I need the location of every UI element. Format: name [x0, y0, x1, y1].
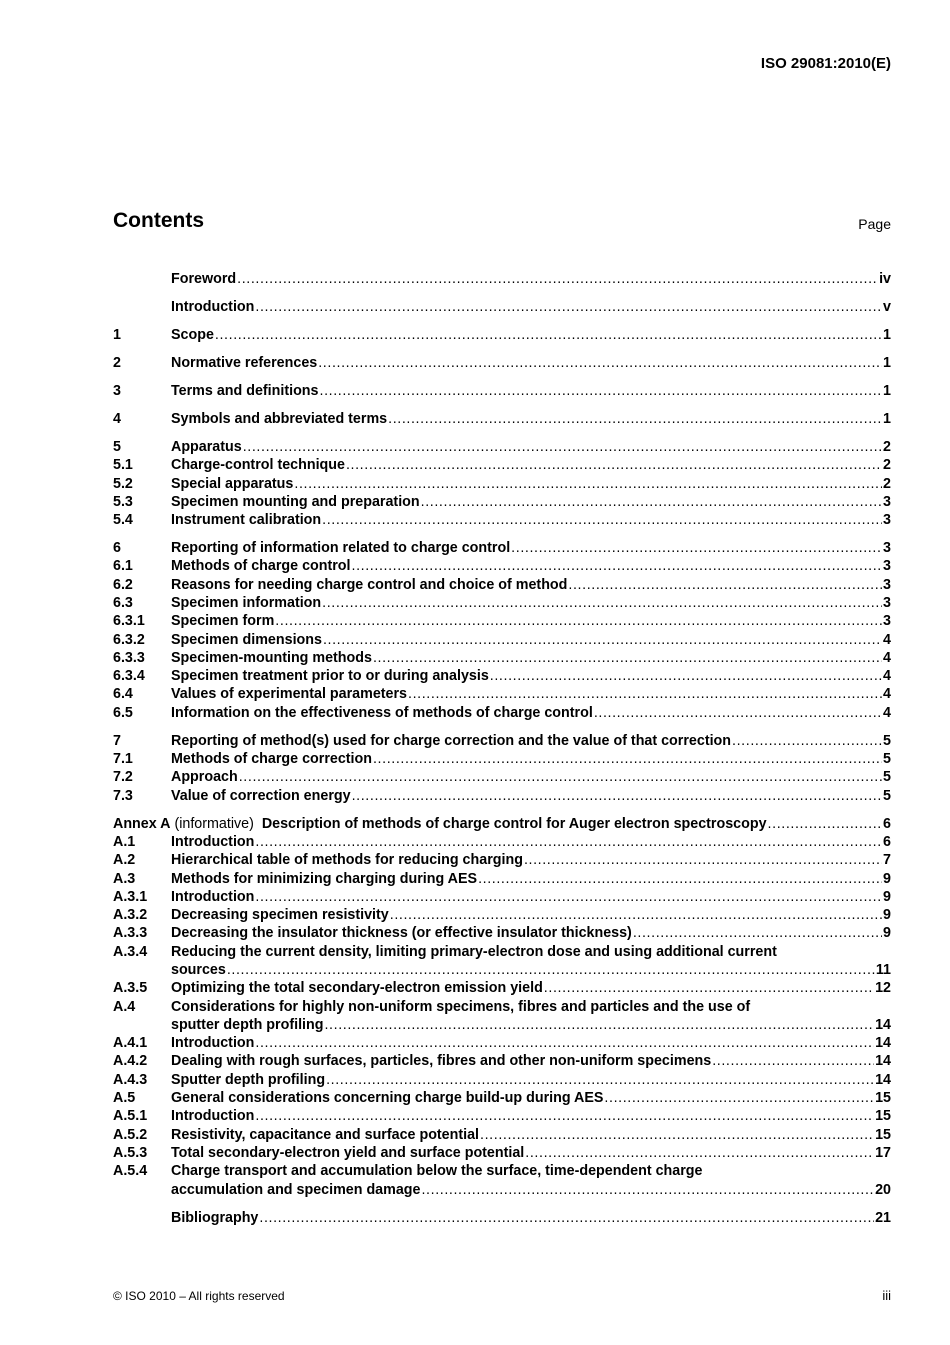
dot-leader	[568, 576, 882, 594]
toc-entry-page: 3	[883, 558, 891, 575]
toc-entry-page: v	[883, 298, 891, 315]
toc-entry[interactable]	[113, 1181, 891, 1199]
toc-entry-number: A.3	[113, 870, 136, 887]
dot-leader	[594, 704, 882, 722]
toc-entry-page: 15	[875, 1108, 891, 1125]
toc-entry[interactable]	[113, 924, 891, 942]
dot-leader	[255, 833, 882, 851]
dot-leader	[239, 768, 882, 786]
toc-entry-page: 4	[883, 704, 891, 721]
dot-leader	[352, 557, 883, 575]
dot-leader	[294, 475, 882, 493]
toc-entry-page: 3	[883, 613, 891, 630]
toc-entry-number: 6.3.3	[113, 649, 145, 666]
toc-entry-page: 14	[875, 1071, 891, 1088]
toc-entry-title: Hierarchical table of methods for reducing charging	[171, 852, 523, 869]
dot-leader	[604, 1089, 874, 1107]
toc-entry-number: 7.3	[113, 787, 133, 804]
toc-entry[interactable]	[113, 438, 891, 456]
toc-entry-page: 15	[875, 1090, 891, 1107]
toc-entry-number: A.3.3	[113, 925, 148, 942]
dot-leader	[390, 906, 882, 924]
toc-entry-number: 6	[113, 540, 121, 557]
toc-entry-page: 5	[883, 751, 891, 768]
toc-entry[interactable]	[113, 539, 891, 557]
dot-leader	[633, 924, 882, 942]
toc-entry-title: Methods of charge correction	[171, 751, 372, 768]
toc-entry-page: 1	[883, 382, 891, 399]
toc-entry-number: 7.1	[113, 751, 133, 768]
toc-entry-number: 6.4	[113, 686, 133, 703]
toc-entry[interactable]	[113, 943, 891, 961]
annex-status: (informative)	[170, 815, 258, 832]
toc-entry-title: Symbols and abbreviated terms	[171, 410, 388, 427]
toc-entry-title: accumulation and specimen damage	[171, 1181, 421, 1198]
toc-entry-page: 1	[883, 410, 891, 427]
toc-entry-page: 14	[875, 1035, 891, 1052]
toc-entry-title: Introduction	[171, 1108, 255, 1125]
toc-entry[interactable]	[113, 1162, 891, 1180]
toc-entry-page: 2	[883, 438, 891, 455]
toc-entry[interactable]	[113, 326, 891, 344]
toc-entry-page: 3	[883, 540, 891, 557]
toc-entry-title: Specimen information	[171, 594, 322, 611]
toc-entry-page: 14	[875, 1053, 891, 1070]
page-column-label: Page	[858, 216, 891, 232]
toc-entry-number: 5.2	[113, 475, 133, 492]
toc-entry-number: 6.3	[113, 594, 133, 611]
toc-entry-number: A.4.1	[113, 1035, 148, 1052]
dot-leader	[421, 493, 882, 511]
dot-leader	[320, 382, 883, 400]
toc-entry[interactable]	[113, 1089, 891, 1107]
toc-entry[interactable]	[113, 768, 891, 786]
toc-entry[interactable]	[113, 787, 891, 805]
toc-entry[interactable]	[113, 704, 891, 722]
toc-entry-title: Total secondary-electron yield and surface potential	[171, 1144, 525, 1161]
toc-entry-title: Methods of charge control	[171, 558, 351, 575]
toc-entry-number: A.5	[113, 1090, 136, 1107]
annex-label: Annex A	[113, 815, 171, 832]
toc-entry-title: Approach	[171, 769, 238, 786]
dot-leader	[255, 298, 882, 316]
toc-entry-page: 7	[883, 852, 891, 869]
toc-entry-title	[113, 815, 767, 833]
toc-entry-number: A.3.5	[113, 980, 148, 997]
toc-entry-number: A.1	[113, 833, 136, 850]
toc-entry[interactable]	[113, 475, 891, 493]
toc-entry-number: 3	[113, 382, 121, 399]
toc-entry-title: sources	[171, 961, 226, 978]
dot-leader	[243, 438, 882, 456]
dot-leader	[275, 612, 882, 630]
dot-leader	[352, 787, 882, 805]
toc-entry-number: A.5.2	[113, 1126, 148, 1143]
toc-entry-number: 5.4	[113, 512, 133, 529]
toc-entry[interactable]	[113, 1016, 891, 1034]
toc-entry[interactable]	[113, 576, 891, 594]
toc-entry[interactable]	[113, 612, 891, 630]
toc-entry[interactable]	[113, 998, 891, 1016]
toc-entry-number: A.3.1	[113, 888, 148, 905]
toc-entry-number: 5.3	[113, 493, 133, 510]
toc-entry-title: Introduction	[171, 1035, 255, 1052]
toc-entry[interactable]	[113, 1107, 891, 1125]
toc-entry-title: Reducing the current density, limiting primary-electron dose and using additional current	[171, 943, 777, 960]
toc-entry-page: 9	[883, 888, 891, 905]
toc-entry-page: 5	[883, 732, 891, 749]
toc-entry[interactable]	[113, 961, 891, 979]
dot-leader	[318, 354, 882, 372]
toc-entry-number: A.5.3	[113, 1144, 148, 1161]
toc-entry-page: 4	[883, 686, 891, 703]
toc-entry-page: 15	[875, 1126, 891, 1143]
toc-entry[interactable]	[113, 594, 891, 612]
toc-entry-title: General considerations concerning charge build-up during AES	[171, 1090, 604, 1107]
dot-leader	[215, 326, 882, 344]
toc-entry-title: Instrument calibration	[171, 512, 322, 529]
toc-entry-title: Specimen form	[171, 613, 275, 630]
toc-entry-number: A.5.1	[113, 1108, 148, 1125]
dot-leader	[524, 851, 882, 869]
dot-leader	[323, 631, 882, 649]
dot-leader	[259, 1209, 874, 1227]
dot-leader	[732, 732, 882, 750]
toc-entry-title: Specimen-mounting methods	[171, 649, 372, 666]
toc-entry-title: Specimen mounting and preparation	[171, 493, 420, 510]
toc-entry-number: 6.3.1	[113, 613, 145, 630]
toc-entry-number: 7.2	[113, 769, 133, 786]
toc-entry[interactable]	[113, 1052, 891, 1070]
toc-entry-page: 2	[883, 457, 891, 474]
toc-entry-title: Charge transport and accumulation below the surface, time-dependent charge	[171, 1163, 703, 1180]
toc-entry-page: 5	[883, 769, 891, 786]
toc-entry-number: 6.1	[113, 558, 133, 575]
toc-entry-title: Decreasing specimen resistivity	[171, 907, 389, 924]
toc-entry-number: A.3.2	[113, 907, 148, 924]
dot-leader	[237, 270, 878, 288]
toc-entry-title: Optimizing the total secondary-electron emission yield	[171, 980, 543, 997]
dot-leader	[408, 685, 882, 703]
toc-entry[interactable]	[113, 1209, 891, 1227]
toc-entry-title: Value of correction energy	[171, 787, 351, 804]
toc-entry-title: Reasons for needing charge control and choice of method	[171, 576, 568, 593]
toc-entry-title: Considerations for highly non-uniform specimens, fibres and particles and the use of	[171, 998, 751, 1015]
toc-entry-title: Normative references	[171, 354, 318, 371]
dot-leader	[388, 410, 882, 428]
toc-entry-number: 6.3.4	[113, 668, 145, 685]
toc-entry-title: Sputter depth profiling	[171, 1071, 326, 1088]
toc-entry-title: Bibliography	[171, 1209, 259, 1226]
toc-entry[interactable]	[113, 456, 891, 474]
toc-entry-page: 12	[875, 980, 891, 997]
toc-entry-page: 9	[883, 907, 891, 924]
toc-entry[interactable]	[113, 851, 891, 869]
toc-entry-title: Specimen dimensions	[171, 631, 322, 648]
toc-entry-number: 4	[113, 410, 121, 427]
toc-entry-page: 3	[883, 576, 891, 593]
dot-leader	[326, 1071, 874, 1089]
toc-entry[interactable]	[113, 511, 891, 529]
toc-entry-page: 21	[875, 1209, 891, 1226]
toc-entry-title: Reporting of information related to charge control	[171, 540, 511, 557]
document-id: ISO 29081:2010(E)	[760, 55, 891, 72]
toc-entry-title: Methods for minimizing charging during AES	[171, 870, 478, 887]
toc-entry-title: Decreasing the insulator thickness (or effective insulator thickness)	[171, 925, 632, 942]
copyright-notice: © ISO 2010 – All rights reserved	[113, 1289, 285, 1303]
dot-leader	[373, 750, 882, 768]
dot-leader	[255, 888, 882, 906]
toc-entry-page: 1	[883, 354, 891, 371]
toc-entry[interactable]	[113, 1144, 891, 1162]
dot-leader	[255, 1107, 874, 1125]
toc-entry[interactable]	[113, 631, 891, 649]
toc-entry-title: Information on the effectiveness of methods of charge control	[171, 704, 593, 721]
toc-entry-page: 6	[883, 815, 891, 832]
toc-entry-page: 1	[883, 326, 891, 343]
toc-entry-page: 17	[875, 1144, 891, 1161]
toc-entry[interactable]	[113, 833, 891, 851]
toc-entry-title: Charge-control technique	[171, 457, 345, 474]
dot-leader	[227, 961, 875, 979]
toc-entry-page: 9	[883, 925, 891, 942]
toc-entry-page: 3	[883, 594, 891, 611]
toc-entry-number: A.5.4	[113, 1163, 148, 1180]
toc-entry-page: 4	[883, 668, 891, 685]
toc-entry-page: 20	[875, 1181, 891, 1198]
toc-entry-title: sputter depth profiling	[171, 1016, 324, 1033]
toc-entry-title: Apparatus	[171, 438, 242, 455]
dot-leader	[544, 979, 874, 997]
toc-entry-number: 6.3.2	[113, 631, 145, 648]
dot-leader	[768, 815, 883, 833]
toc-entry-number: A.4.2	[113, 1053, 148, 1070]
toc-entry-title: Terms and definitions	[171, 382, 319, 399]
toc-entry-title: Introduction	[171, 888, 255, 905]
page-number: iii	[882, 1288, 891, 1303]
toc-entry-number: 2	[113, 354, 121, 371]
toc-entry-number: A.4	[113, 998, 136, 1015]
dot-leader	[324, 1016, 874, 1034]
toc-entry-title: Scope	[171, 326, 214, 343]
toc-entry-page: iv	[879, 271, 891, 287]
toc-entry[interactable]	[113, 1071, 891, 1089]
toc-entry-page: 2	[883, 475, 891, 492]
dot-leader	[712, 1052, 874, 1070]
toc-entry[interactable]	[113, 557, 891, 575]
dot-leader	[255, 1034, 874, 1052]
toc-entry-number: A.3.4	[113, 943, 148, 960]
dot-leader	[322, 594, 882, 612]
toc-entry-number: 6.2	[113, 576, 133, 593]
dot-leader	[346, 456, 882, 474]
toc-entry-title: Values of experimental parameters	[171, 686, 408, 703]
dot-leader	[490, 667, 882, 685]
dot-leader	[525, 1144, 874, 1162]
toc-entry-title: Resistivity, capacitance and surface potential	[171, 1126, 480, 1143]
toc-entry[interactable]	[113, 815, 891, 833]
toc-entry-number: 1	[113, 326, 121, 343]
toc-entry[interactable]	[113, 732, 891, 750]
toc-entry[interactable]	[113, 685, 891, 703]
toc-entry-page: 3	[883, 493, 891, 510]
toc-entry-page: 4	[883, 649, 891, 666]
toc-entry[interactable]	[113, 493, 891, 511]
toc-entry[interactable]	[113, 979, 891, 997]
toc-entry-page: 3	[883, 512, 891, 529]
toc-entry-page: 5	[883, 787, 891, 804]
toc-entry-page: 9	[883, 870, 891, 887]
toc-entry-page: 11	[875, 961, 891, 978]
toc-entry[interactable]	[113, 382, 891, 400]
toc-entry-number: A.4.3	[113, 1071, 148, 1088]
toc-entry-page: 14	[875, 1016, 891, 1033]
toc-entry[interactable]	[113, 1126, 891, 1144]
table-of-contents	[113, 270, 891, 1227]
toc-entry[interactable]	[113, 870, 891, 888]
toc-entry[interactable]	[113, 649, 891, 667]
toc-entry-title: Foreword	[171, 271, 237, 287]
toc-entry[interactable]	[113, 410, 891, 428]
toc-entry-title: Reporting of method(s) used for charge correction and the value of that correction	[171, 732, 732, 749]
toc-entry-title: Special apparatus	[171, 475, 294, 492]
toc-entry[interactable]	[113, 1034, 891, 1052]
toc-entry-page: 4	[883, 631, 891, 648]
toc-entry-page: 6	[883, 833, 891, 850]
dot-leader	[511, 539, 882, 557]
toc-entry-title: Introduction	[171, 298, 255, 315]
toc-entry[interactable]	[113, 298, 891, 316]
toc-entry[interactable]	[113, 888, 891, 906]
toc-entry[interactable]	[113, 354, 891, 372]
toc-entry[interactable]	[113, 270, 891, 288]
toc-entry-number: 5	[113, 438, 121, 455]
dot-leader	[478, 870, 882, 888]
toc-entry-number: A.2	[113, 852, 136, 869]
contents-title: Contents	[113, 209, 204, 232]
annex-title: Description of methods of charge control for Auger electron spectroscopy	[257, 815, 767, 832]
toc-entry[interactable]	[113, 667, 891, 685]
toc-entry[interactable]	[113, 750, 891, 768]
toc-entry-title: Introduction	[171, 833, 255, 850]
toc-entry-number: 7	[113, 732, 121, 749]
dot-leader	[373, 649, 882, 667]
toc-entry-number: 6.5	[113, 704, 133, 721]
toc-entry-title: Dealing with rough surfaces, particles, fibres and other non-uniform specimens	[171, 1053, 712, 1070]
toc-entry-number: 5.1	[113, 457, 133, 474]
dot-leader	[322, 511, 882, 529]
dot-leader	[421, 1181, 874, 1199]
toc-entry[interactable]	[113, 906, 891, 924]
dot-leader	[480, 1126, 874, 1144]
toc-entry-title: Specimen treatment prior to or during analysis	[171, 668, 489, 685]
